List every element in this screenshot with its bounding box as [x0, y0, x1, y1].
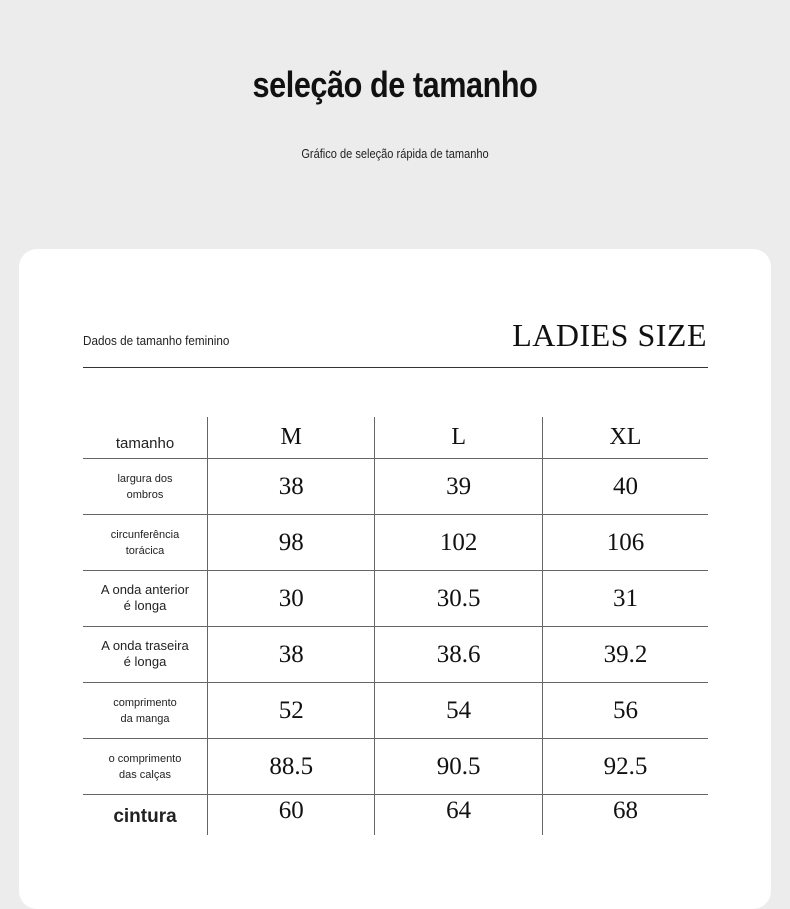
- table-cell: [542, 627, 708, 683]
- table-cell: [375, 515, 542, 571]
- cell-value: 39.2: [603, 640, 648, 668]
- table-header-row: [83, 417, 708, 459]
- table-cell: [208, 795, 375, 836]
- table-cell: [208, 515, 375, 571]
- section-label: Dados de tamanho feminino: [83, 333, 230, 348]
- table-cell: [375, 795, 542, 836]
- table-header-cell: [542, 417, 708, 459]
- size-label-l: L: [451, 424, 467, 450]
- table-cell: [542, 515, 708, 571]
- table-cell: [375, 627, 542, 683]
- cell-value: 54: [446, 696, 472, 724]
- table-header-cell: [375, 417, 542, 459]
- table-cell: [208, 683, 375, 739]
- table-cell: [542, 459, 708, 515]
- row-label-front-length: A onda anterior é longa: [100, 582, 190, 613]
- size-label-m: M: [280, 424, 302, 450]
- row-label-pants-length: o comprimento das calças: [108, 752, 182, 781]
- table-cell: [83, 683, 208, 739]
- cell-value: 68: [612, 797, 638, 824]
- table-row: [83, 515, 708, 571]
- row-label-sleeve-length: comprimento da manga: [113, 696, 177, 725]
- size-header-label: tamanho: [115, 435, 175, 452]
- cell-value: 106: [606, 528, 645, 556]
- row-label-chest: circunferência torácica: [110, 528, 180, 557]
- table-cell: [83, 515, 208, 571]
- table-row: [83, 683, 708, 739]
- cell-value: 90.5: [436, 752, 481, 780]
- table-cell: [542, 683, 708, 739]
- cell-value: 98: [278, 528, 304, 556]
- page-title: seleção de tamanho: [252, 64, 538, 105]
- cell-value: 60: [278, 797, 304, 824]
- table-header-cell: [208, 417, 375, 459]
- table-cell: [83, 459, 208, 515]
- row-label-back-length: A onda traseira é longa: [101, 638, 189, 669]
- cell-value: 92.5: [603, 752, 648, 780]
- size-card: [19, 249, 771, 909]
- table-cell: [542, 739, 708, 795]
- table-header-cell: [83, 417, 208, 459]
- cell-value: 38.6: [436, 640, 481, 668]
- table-row: [83, 571, 708, 627]
- table-cell: [208, 627, 375, 683]
- table-cell: [375, 571, 542, 627]
- table-cell: [542, 795, 708, 836]
- table-cell: [542, 571, 708, 627]
- cell-value: 56: [612, 696, 638, 724]
- page-subtitle: Gráfico de seleção rápida de tamanho: [301, 146, 489, 161]
- table-cell: [208, 571, 375, 627]
- size-table: [83, 417, 708, 835]
- table-cell: [208, 739, 375, 795]
- cell-value: 40: [612, 472, 638, 500]
- table-cell: [375, 683, 542, 739]
- table-cell: [208, 459, 375, 515]
- cell-value: 102: [439, 528, 478, 556]
- cell-value: 30.5: [436, 584, 481, 612]
- table-cell: [83, 627, 208, 683]
- table-cell: [375, 739, 542, 795]
- cell-value: 52: [278, 696, 304, 724]
- cell-value: 64: [446, 797, 472, 824]
- cell-value: 31: [612, 584, 638, 612]
- table-row: [83, 739, 708, 795]
- section-divider: [83, 367, 708, 368]
- table-row: [83, 627, 708, 683]
- cell-value: 38: [278, 472, 304, 500]
- cell-value: 38: [278, 640, 304, 668]
- cell-value: 30: [278, 584, 304, 612]
- cell-value: 88.5: [269, 752, 314, 780]
- row-label-shoulder-width: largura dos ombros: [117, 472, 173, 501]
- table-cell: [375, 459, 542, 515]
- table-row: [83, 795, 708, 836]
- size-label-xl: XL: [609, 424, 642, 450]
- table-cell: [83, 795, 208, 836]
- cell-value: 39: [446, 472, 472, 500]
- row-label-waist: cintura: [113, 806, 177, 827]
- table-cell: [83, 571, 208, 627]
- table-cell: [83, 739, 208, 795]
- section-title: LADIES SIZE: [512, 317, 707, 353]
- table-row: [83, 459, 708, 515]
